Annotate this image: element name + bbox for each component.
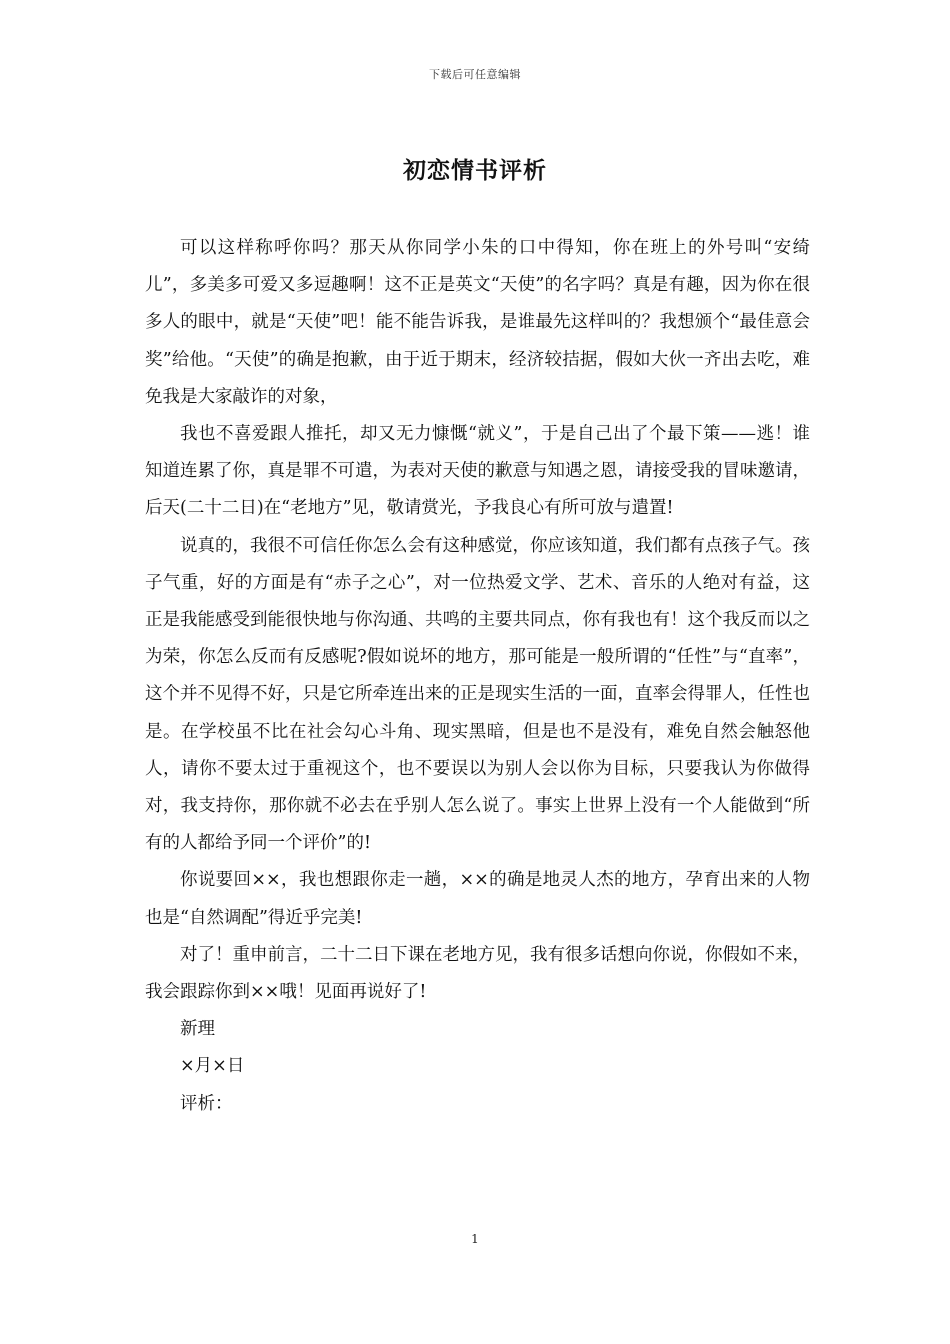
document-title: 初恋情书评析	[403, 157, 547, 184]
paragraph: 说真的，我很不可信任你怎么会有这种感觉，你应该知道，我们都有点孩子气。孩子气重，好的方面是有“赤子之心”，对一位热爱文学、艺术、音乐的人绝对有益，这正是我能感受到能很快地与你沟通、共鸣的主要共同点，你有我也有！这个我反而以之为荣，你怎么反而有反感呢?假如说坏的地方，那可能是一般所谓的“任性”与“直率”，这个并不见得不好，只是它所牵连出来的正是现实生活的一面，直率会得罪人，任性也是。在学校虽不比在社会勾心斗角、现实黑暗，但是也不是没有，难免自然会触怒他人，请你不要太过于重视这个，也不要误以为别人会以你为目标，只要我认为你做得对，我支持你，那你就不必去在乎别人怎么说了。事实上世界上没有一个人能做到“所有的人都给予同一个评价”的!	[145, 535, 810, 854]
paragraph: 可以这样称呼你吗？那天从你同学小朱的口中得知，你在班上的外号叫“安绮儿”，多美多可爱又多逗趣啊！这不正是英文“天使”的名字吗？真是有趣，因为你在很多人的眼中，就是“天使”吧！能不能告诉我，是谁最先这样叫的？我想颁个“最佳意会奖”给他。“天使”的确是抱歉，由于近于期末，经济较拮据，假如大伙一齐出去吃，难免我是大家敲诈的对象，	[145, 238, 810, 407]
signature: 新理	[180, 1019, 215, 1040]
paragraph: 你说要回××，我也想跟你走一趟，××的确是地灵人杰的地方，孕育出来的人物也是“自然调配”得近乎完美!	[145, 870, 810, 928]
comment-label: 评析：	[180, 1093, 233, 1114]
page-number: 1	[471, 1232, 479, 1246]
paragraph: 我也不喜爱跟人推托，却又无力慷慨“就义”，于是自己出了个最下策——逃！谁知道连累了你，真是罪不可遣，为表对天使的歉意与知遇之恩，请接受我的冒味邀请，后天(二十二日)在“老地方”见，敬请赏光，予我良心有所可放与遣置!	[145, 424, 810, 519]
header-note: 下载后可任意编辑	[429, 68, 521, 81]
letter-date: ×月×日	[180, 1056, 245, 1077]
letter-body	[145, 230, 810, 1123]
paragraph: 对了！重申前言，二十二日下课在老地方见，我有很多话想向你说，你假如不来，我会跟踪你到××哦！见面再说好了!	[145, 944, 810, 1003]
